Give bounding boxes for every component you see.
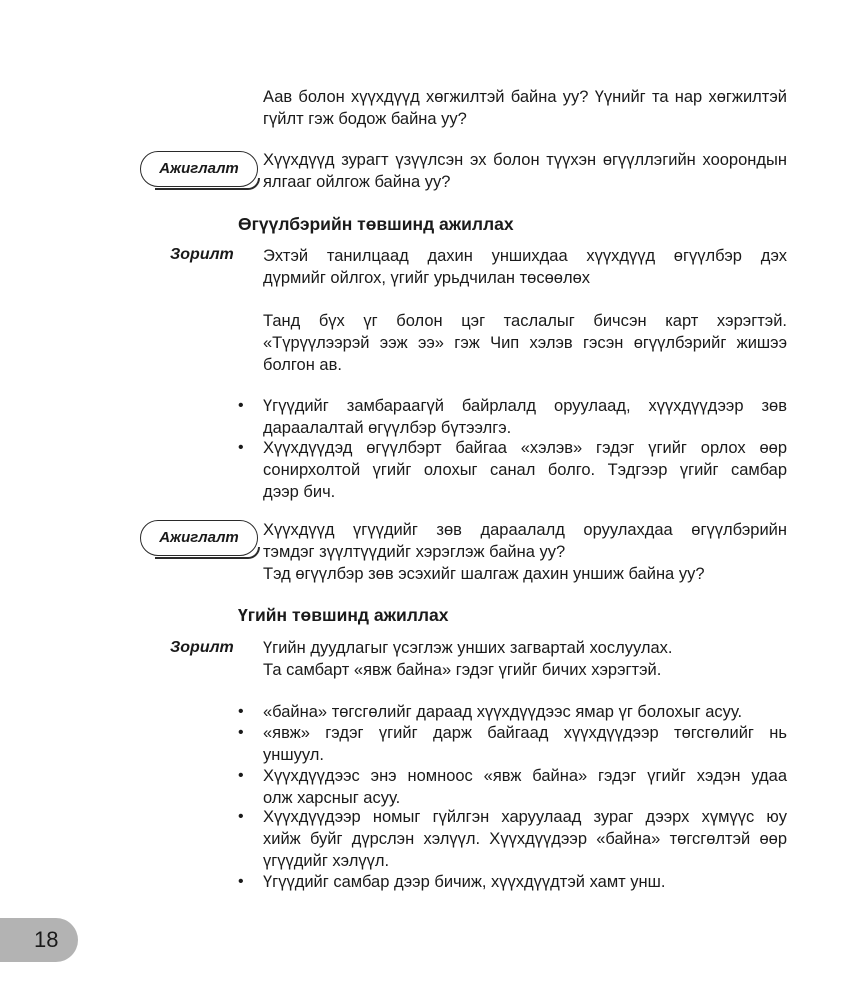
bullet-7-line-1: Үгүүдийг самбар дээр бичиж, хүүхдүүдтэй хамт унш. xyxy=(263,873,666,891)
bullet-marker: • xyxy=(238,873,244,890)
paragraph-line-2: «Түрүүлээрэй ээж ээ» гэж Чип хэлэв гэсэн өгүүлбэрийг жишээ xyxy=(263,334,787,352)
bullet-5-line-1: Хүүхдүүдээс энэ номноос «явж байна» гэдэг үгийг хэдэн удаа xyxy=(263,767,787,785)
observation-label: Ажиглалт xyxy=(159,529,239,546)
bullet-4-line-2: уншуул. xyxy=(263,746,324,764)
observation-badge xyxy=(140,520,258,556)
bullet-1-line-1: Үгүүдийг замбараагүй байрлалд оруулаад, хүүхдүүдээр зөв xyxy=(263,397,787,415)
paragraph-line-3: болгон ав. xyxy=(263,356,342,374)
goal-2-line-2: Та самбарт «явж байна» гэдэг үгийг бичих хэрэгтэй. xyxy=(263,661,662,679)
goal-line-2: дүрмийг ойлгох, үгийг урьдчилан төсөөлөх xyxy=(263,269,590,287)
goal-label: Зорилт xyxy=(170,246,234,263)
bullet-1-line-2: дараалалтай өгүүлбэр бүтээлгэ. xyxy=(263,419,512,437)
bullet-6-line-3: үгүүдийг хэлүүл. xyxy=(263,852,390,870)
bullet-4-line-1: «явж» гэдэг үгийг дарж байгаад хүүхдүүдээр төгсгөлийг нь xyxy=(263,724,787,742)
observation-2-line-3: Тэд өгүүлбэр зөв эсэхийг шалгаж дахин уншиж байна уу? xyxy=(263,565,705,583)
observation-2-line-1: Хүүхдүүд үгүүдийг зөв дараалалд оруулахдаа өгүүлбэрийн xyxy=(263,521,787,539)
bullet-marker: • xyxy=(238,724,244,741)
page-number: 18 xyxy=(34,927,59,952)
section-heading-sentence: Өгүүлбэрийн төвшинд ажиллах xyxy=(238,214,514,234)
bullet-3-line-1: «байна» төгсгөлийг дараад хүүхдүүдээс ямар үг болохыг асуу. xyxy=(263,703,743,721)
bullet-5-line-2: олж харсныг асуу. xyxy=(263,789,401,807)
observation-label: Ажиглалт xyxy=(159,160,239,177)
goal-line-1: Эхтэй танилцаад дахин уншихдаа хүүхдүүд өгүүлбэр дэх xyxy=(263,247,787,265)
observation-line-2: ялгааг ойлгож байна уу? xyxy=(263,173,451,191)
goal-2-line-1: Үгийн дуудлагыг үсэглэж унших загвартай хослуулах. xyxy=(263,639,673,657)
bullet-marker: • xyxy=(238,808,244,825)
intro-line-1: Аав болон хүүхдүүд хөгжилтэй байна уу? Үүнийг та нар хөгжилтэй xyxy=(263,88,787,106)
observation-line-1: Хүүхдүүд зурагт үзүүлсэн эх болон түүхэн өгүүллэгийн хоорондын xyxy=(263,151,787,169)
observation-2-line-2: тэмдэг зүүлтүүдийг хэрэглэж байна уу? xyxy=(263,543,566,561)
section-heading-word: Үгийн төвшинд ажиллах xyxy=(238,605,449,625)
bullet-2-line-1: Хүүхдүүдэд өгүүлбэрт байгаа «хэлэв» гэдэг үгийг орлох өөр xyxy=(263,439,787,457)
paragraph-line-1: Танд бүх үг болон цэг таслалыг бичсэн карт хэрэгтэй. xyxy=(263,312,787,330)
bullet-6-line-2: хийж буйг дүрслэн хэлүүл. Хүүхдүүдээр «байна» төгсгөлтэй өөр xyxy=(263,830,787,848)
bullet-marker: • xyxy=(238,439,244,456)
bullet-2-line-2: сонирхолтой үгийг олохыг санал болго. Тэдгээр үгийг самбар xyxy=(263,461,787,479)
bullet-marker: • xyxy=(238,703,244,720)
intro-line-2: гүйлт гэж бодож байна уу? xyxy=(263,110,467,128)
bullet-6-line-1: Хүүхдүүдээр номыг гүйлгэн харуулаад зураг дээрх хүмүүс юу xyxy=(263,808,787,826)
observation-badge xyxy=(140,151,258,187)
page-number-tab xyxy=(0,918,78,962)
bullet-2-line-3: дээр бич. xyxy=(263,483,336,501)
bullet-marker: • xyxy=(238,397,244,414)
bullet-marker: • xyxy=(238,767,244,784)
goal-label: Зорилт xyxy=(170,639,234,656)
